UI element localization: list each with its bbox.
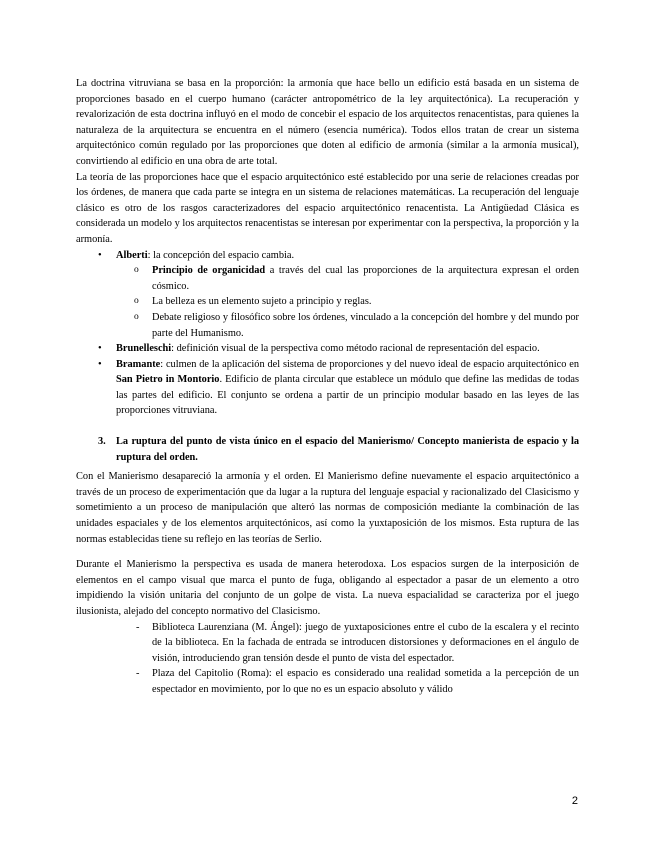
examples-dash-list (76, 620, 579, 698)
architects-bullet-list (76, 248, 579, 420)
bramante-text-b: . Edificio de planta circular que establece un módulo que define las medidas de todas las partes del edificio. El conjunto se ordena a partir de un principio modular basado en las leyes de las proporciones vitruviana. (116, 374, 579, 417)
bullet-alberti (76, 248, 579, 342)
section-heading (76, 434, 579, 465)
alberti-text: : la concepción del espacio cambia. (147, 249, 295, 261)
organicity-bold: Principio de organicidad (152, 265, 266, 277)
paragraph-vitruvian-doctrine: La doctrina vitruviana se basa en la proporción: la armonía que hace bello un edificio está basada en un sistema de proporciones basado en el cuerpo humano (carácter antropométrico de la ley arquitectónica). La recuperación y revalorización de esta doctrina influyó en el modo de concebir el espacio de los arquitectos renacentistas, para quienes la naturaleza de la arquitectura se encuentra en el número (esencia numérica). Todos ellos tratan de crear un sistema arquitectónico común regulado por las proporciones que doten al edificio de armonía (similar a la armonía musical), convirtiendo al edificio en una obra de arte total. (76, 78, 579, 167)
beauty-text: La belleza es un elemento sujeto a principio y reglas. (152, 296, 372, 308)
sub-item-organicity (76, 263, 579, 294)
dash-item-laurenziana: - Biblioteca Laurenziana (M. Ángel): juego de yuxtaposiciones entre el cubo de la escalera y el recinto de la biblioteca. En la fachada de entrada se introducen distorsiones y deformaciones en el ángulo de visión, introduciendo gran tensión desde el punto de vista del espectador. (76, 620, 579, 667)
brunelleschi-name: Brunelleschi (116, 343, 172, 355)
brunelleschi-text: : definición visual de la perspectiva como método racional de representación del espacio. (171, 343, 540, 355)
alberti-name: Alberti (116, 249, 148, 261)
organicity-text: a través del cual las proporciones de la arquitectura expresan el orden cósmico. (152, 265, 579, 292)
paragraph-mannerism: Con el Manierismo desapareció la armonía y el orden. El Manierismo define nuevamente el espacio arquitectónico a través de un proceso de experimentación que da lugar a la ruptura del lenguaje espacial y racionalizado del Clasicismo y sometimiento a un proceso de manipulación que alteró las normas de composición mediante la combinación de las unidades espaciales y de los elementos arquitectónicos, así como la yuxtaposición de los mismos. Esta ruptura de las normas establecidas tiene su reflejo en las teorías de Serlio. (76, 471, 579, 545)
section-title: La ruptura del punto de vista único en el espacio del Manierismo/ Concepto manierista de espacio y la ruptura del orden. (116, 436, 579, 463)
debate-text: Debate religioso y filosófico sobre los órdenes, vinculado a la concepción del hombre y del mundo por parte del Humanismo. (152, 311, 579, 339)
bullet-bramante (76, 357, 579, 419)
sub-item-debate (76, 310, 579, 341)
bramante-text-a: : culmen de la aplicación del sistema de proporciones y del nuevo ideal de espacio arquitectónico en (160, 358, 579, 370)
section-number: 3. (98, 436, 106, 448)
page-number: 2 (571, 795, 578, 807)
page-content (76, 76, 579, 698)
san-pietro-name: San Pietro in Montorio (116, 374, 220, 386)
paragraph-perspective: Durante el Manierismo la perspectiva es usada de manera heterodoxa. Los espacios surgen de la interposición de elementos en el campo visual que marca el punto de fuga, obligando al espectador a pasar de un elemento a otro impidiendo la visión unitaria del conjunto de un golpe de vista. La nueva espacialidad se caracteriza por el juego ilusionista, alejado del concepto normativo del Clasicismo. (76, 559, 579, 617)
dash-item-capitolio: - Plaza del Capitolio (Roma): el espacio es considerado una realidad sometida a la percepción de un espectador en movimiento, por lo que no es un espacio absoluto y válido (76, 666, 579, 697)
paragraph-proportion-theory: La teoría de las proporciones hace que el espacio arquitectónico esté establecido por una serie de relaciones creadas por los órdenes, de manera que cada parte se integra en un sistema de relaciones matemáticas. La recuperación del lenguaje clásico es otro de los rasgos caracterizadores del espacio arquitectónico renacentista. La Antigüedad Clásica es considerada un modelo y los arquitectos renacentistas se interesan por experimentar con la perspectiva, la proporción y la armonía. (76, 171, 579, 245)
alberti-sub-list (116, 263, 579, 341)
sub-item-beauty (76, 294, 579, 310)
bullet-brunelleschi (76, 341, 579, 357)
bramante-name: Bramante (116, 358, 161, 370)
